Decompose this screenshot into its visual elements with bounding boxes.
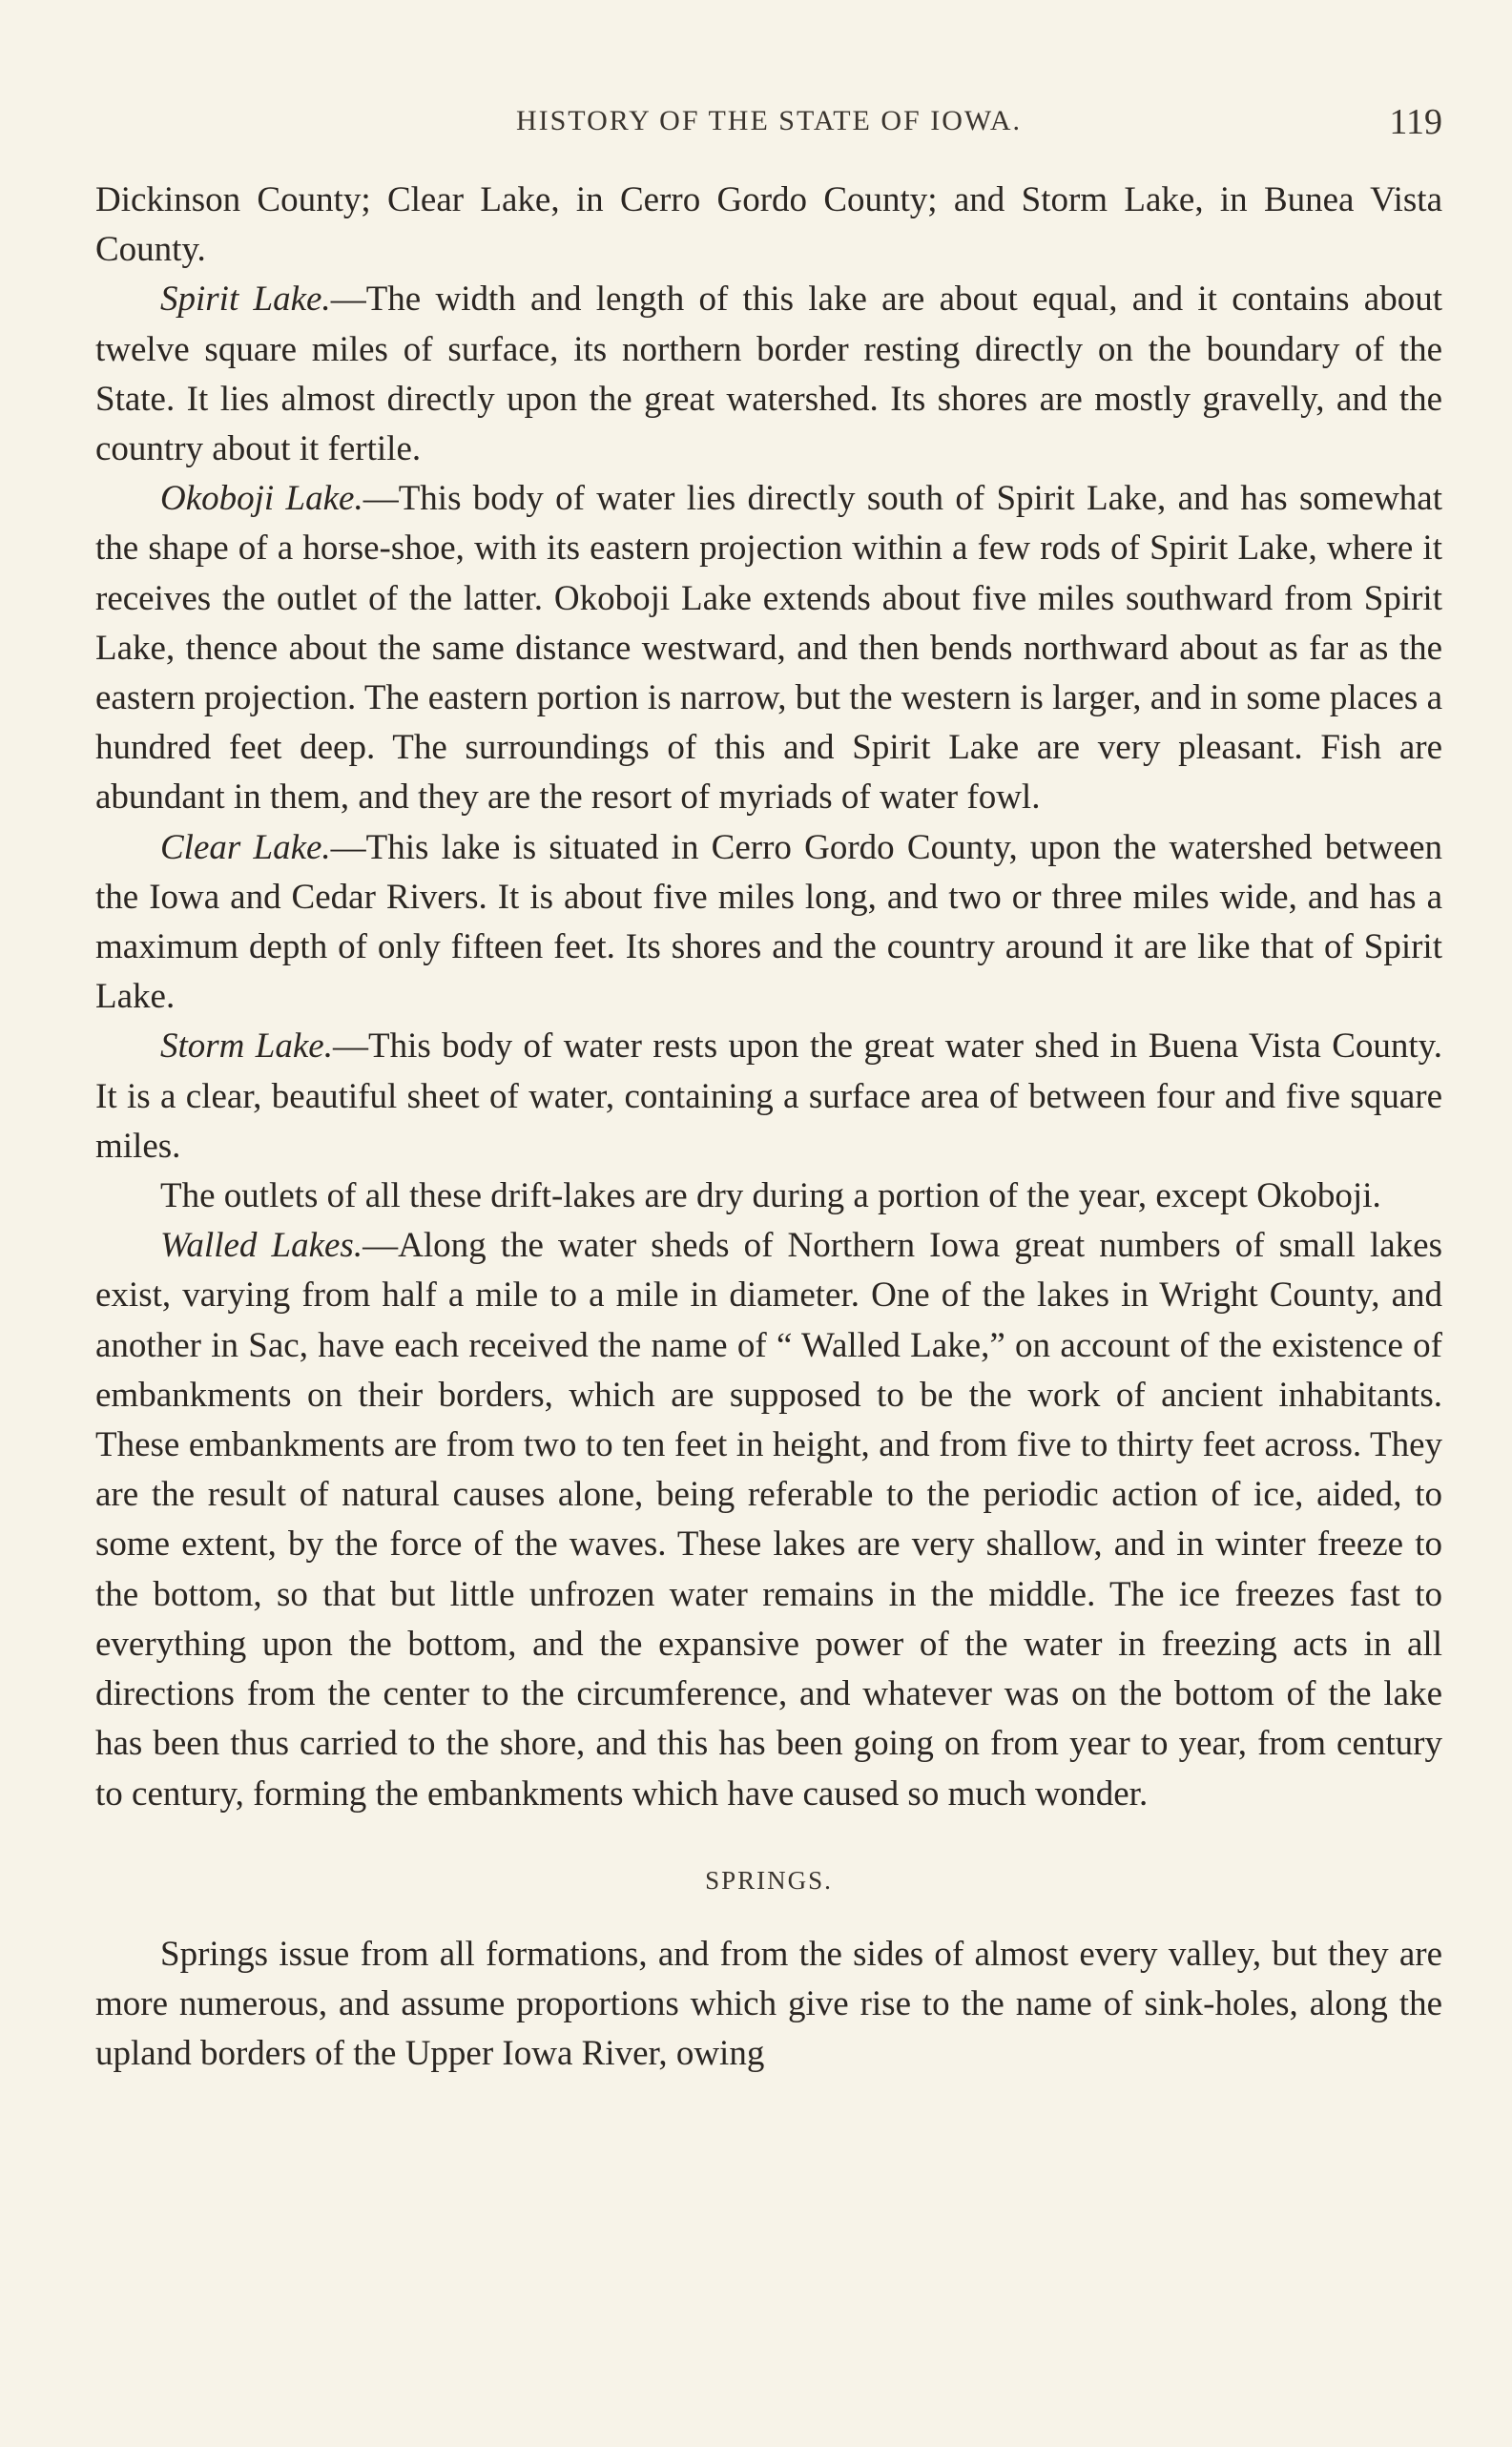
page-number: 119: [1389, 102, 1442, 142]
paragraph-clear-lake: [95, 823, 1442, 1023]
paragraph-text: —This lake is situated in Cerro Gordo County, upon the watershed between the Iowa and Cedar Rivers. It is about five miles long, and two or three miles wide, and has a maximum depth of only fifteen feet. Its shores and the country around it are like that of Spirit Lake.: [95, 827, 1442, 1017]
paragraph-outlets: [95, 1172, 1442, 1221]
paragraph-text: Dickinson County; Clear Lake, in Cerro Gordo County; and Storm Lake, in Bunea Vista County.: [95, 180, 1442, 270]
paragraph-spirit-lake: [95, 275, 1442, 474]
paragraph-walled-lakes: [95, 1221, 1442, 1818]
running-title: HISTORY OF THE STATE OF IOWA.: [515, 105, 1023, 136]
paragraph-text: Springs issue from all formations, and from the sides of almost every valley, but they are more numerous, and assume proportions which give rise to the name of sink-holes, along the upland borders of the Upper Iowa River, owing: [95, 1934, 1442, 2074]
paragraph-lead: Okoboji Lake.: [160, 479, 363, 519]
paragraph-lead: Walled Lakes.: [160, 1226, 363, 1266]
paragraph-continued: [95, 176, 1442, 275]
paragraph-text: —Along the water sheds of Northern Iowa great numbers of small lakes exist, varying from half a mile to a mile in diameter. One of the lakes in Wright County, and another in Sac, have each received the name of “ Walled Lake,” on account of the existence of embankments on their borders, which are supposed to be the work of ancient inhabitants. These embankments are from two to ten feet in height, and from five to thirty feet across. They are the result of natural causes alone, being referable to the periodic action of ice, aided, to some extent, by the force of the waves. These lakes are very shallow, and in winter freeze to the bottom, so that but little unfrozen water remains in the middle. The ice freezes fast to everything upon the bottom, and the expansive power of the water in freezing acts in all directions from the center to the circumference, and whatever was on the bottom of the lake has been thus carried to the shore, and this has been going on from year to year, from century to century, forming the embankments which have caused so much wonder.: [95, 1226, 1443, 1814]
paragraph-okoboji-lake: [95, 474, 1442, 822]
paragraph-text: —This body of water lies directly south of Spirit Lake, and has somewhat the shape of a horse-shoe, with its eastern projection within a few rods of Spirit Lake, where it receives the outlet of the latter. Okoboji Lake extends about five miles southward from Spirit Lake, thence about the same distance westward, and then bends northward about as far as the eastern projection. The eastern portion is narrow, but the western is larger, and in some places a hundred feet deep. The surroundings of this and Spirit Lake are very pleasant. Fish are abundant in them, and they are the resort of myriads of water fowl.: [95, 479, 1442, 818]
paragraph-lead: Spirit Lake.: [160, 280, 331, 320]
paragraph-lead: Clear Lake.: [160, 827, 331, 867]
section-heading-springs: SPRINGS.: [705, 1865, 833, 1895]
body-text: [95, 176, 1442, 2080]
paragraph-text: The outlets of all these drift-lakes are dry during a portion of the year, except Okoboji.: [160, 1176, 1381, 1216]
book-page: [95, 102, 1443, 2395]
paragraph-springs: [95, 1930, 1442, 2080]
paragraph-lead: Storm Lake.: [160, 1026, 333, 1067]
paragraph-text: —This body of water rests upon the great water shed in Buena Vista County. It is a clear, beautiful sheet of water, containing a surface area of between four and five square miles.: [95, 1026, 1443, 1166]
paragraph-text: —The width and length of this lake are about equal, and it contains about twelve square miles of surface, its northern border resting directly on the boundary of the State. It lies almost directly upon the great watershed. Its shores are mostly gravelly, and the country about it fertile.: [95, 280, 1442, 469]
running-header: [95, 102, 1442, 158]
paragraph-storm-lake: [95, 1022, 1442, 1172]
